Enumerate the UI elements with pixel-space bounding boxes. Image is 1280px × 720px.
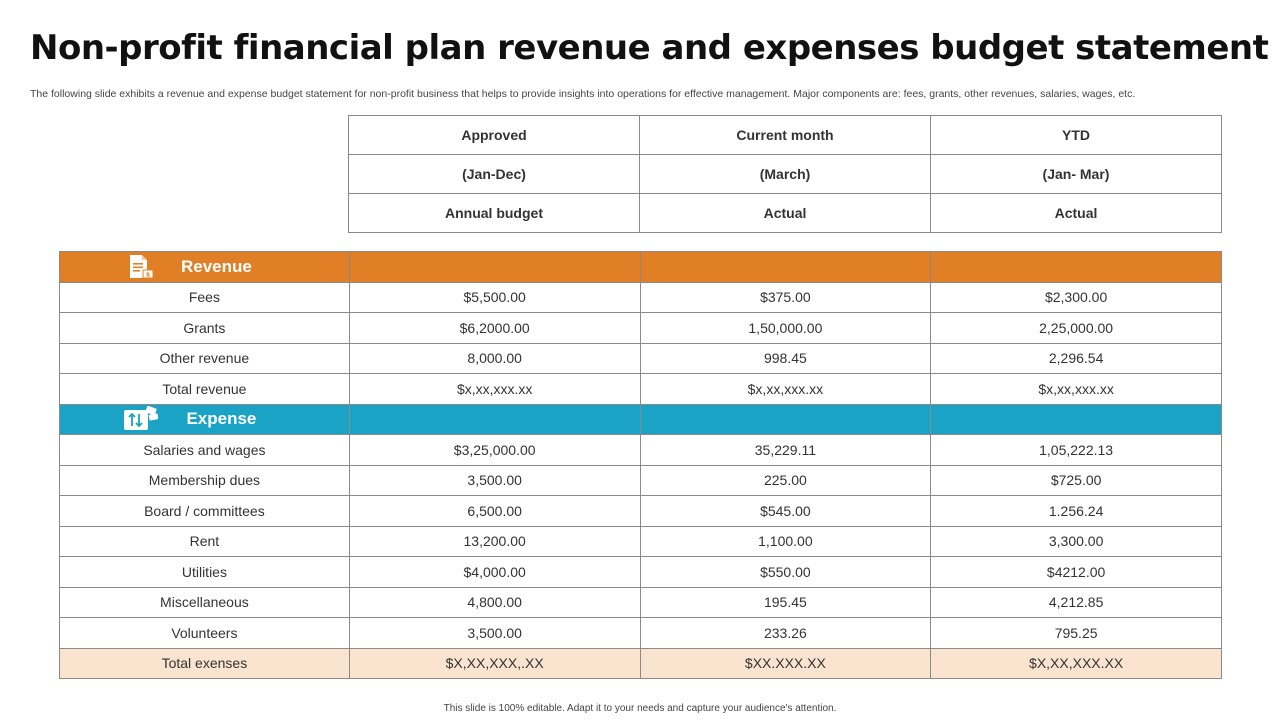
table-row (60, 557, 1222, 588)
table-row (60, 435, 1222, 466)
header-row (349, 155, 1222, 194)
table-row (60, 374, 1222, 405)
row-label: Miscellaneous (60, 587, 350, 618)
table-row (60, 496, 1222, 527)
cell-current-month: $375.00 (640, 282, 931, 313)
table-row (60, 618, 1222, 649)
table-row (60, 465, 1222, 496)
row-label: Board / committees (60, 496, 350, 527)
table-row (60, 587, 1222, 618)
row-label: Grants (60, 313, 350, 344)
header-cell-ytd: YTD (931, 116, 1222, 155)
cell-annual-budget: $5,500.00 (349, 282, 640, 313)
cell-current-month: 225.00 (640, 465, 931, 496)
cell-current-month: 195.45 (640, 587, 931, 618)
revenue-section-header (60, 252, 1222, 283)
cell-annual-budget: $4,000.00 (349, 557, 640, 588)
cell-current-month: $x,xx,xxx.xx (640, 374, 931, 405)
cell-annual-budget: 3,500.00 (349, 465, 640, 496)
cell-ytd: $2,300.00 (931, 282, 1222, 313)
money-transfer-icon (122, 406, 160, 432)
row-label: Salaries and wages (60, 435, 350, 466)
header-cell-period: (Jan-Dec) (349, 155, 640, 194)
row-label: Utilities (60, 557, 350, 588)
cell-ytd: 2,296.54 (931, 343, 1222, 374)
table-row (60, 282, 1222, 313)
cell-annual-budget: 8,000.00 (349, 343, 640, 374)
row-label: Total exenses (60, 648, 350, 679)
table-row (60, 313, 1222, 344)
cell-current-month: $550.00 (640, 557, 931, 588)
cell-current-month: $545.00 (640, 496, 931, 527)
budget-table (59, 251, 1222, 679)
cell-annual-budget: 4,800.00 (349, 587, 640, 618)
column-header-table (348, 115, 1222, 233)
cell-ytd: 3,300.00 (931, 526, 1222, 557)
header-cell-type: Actual (640, 194, 931, 233)
cell-ytd: $725.00 (931, 465, 1222, 496)
expense-section-header (60, 404, 1222, 435)
header-row (349, 116, 1222, 155)
row-label: Rent (60, 526, 350, 557)
cell-annual-budget: $3,25,000.00 (349, 435, 640, 466)
footer-note: This slide is 100% editable. Adapt it to your needs and capture your audience's attention. (443, 703, 837, 714)
row-label: Other revenue (60, 343, 350, 374)
cell-annual-budget: 6,500.00 (349, 496, 640, 527)
cell-ytd: 795.25 (931, 618, 1222, 649)
cell-ytd: 2,25,000.00 (931, 313, 1222, 344)
cell-ytd: $4212.00 (931, 557, 1222, 588)
cell-current-month: 1,100.00 (640, 526, 931, 557)
cell-annual-budget: 3,500.00 (349, 618, 640, 649)
cell-ytd: 1,05,222.13 (931, 435, 1222, 466)
header-row (349, 194, 1222, 233)
cell-current-month: 35,229.11 (640, 435, 931, 466)
header-cell-current-month: Current month (640, 116, 931, 155)
header-cell-type: Actual (931, 194, 1222, 233)
expense-section-label: Expense (186, 409, 257, 429)
cell-annual-budget: $X,XX,XXX,.XX (349, 648, 640, 679)
cell-ytd: $x,xx,xxx.xx (931, 374, 1222, 405)
cell-annual-budget: $x,xx,xxx.xx (349, 374, 640, 405)
document-icon (127, 254, 155, 280)
cell-annual-budget: 13,200.00 (349, 526, 640, 557)
header-cell-period: (March) (640, 155, 931, 194)
row-label: Total revenue (60, 374, 350, 405)
total-expenses-row (60, 648, 1222, 679)
svg-text:$: $ (145, 271, 151, 279)
page-subtitle: The following slide exhibits a revenue and expense budget statement for non-profit business that helps to provide insights into operations for effective management. Major components are: fees, grants, other revenues, salaries, wages, etc. (30, 88, 1136, 100)
row-label: Membership dues (60, 465, 350, 496)
cell-current-month: 233.26 (640, 618, 931, 649)
table-row (60, 343, 1222, 374)
header-cell-approved: Approved (349, 116, 640, 155)
cell-current-month: $XX.XXX.XX (640, 648, 931, 679)
revenue-section-label: Revenue (180, 256, 252, 276)
cell-current-month: 1,50,000.00 (640, 313, 931, 344)
page-title: Non-profit financial plan revenue and expenses budget statement (30, 28, 1269, 68)
row-label: Fees (60, 282, 350, 313)
cell-ytd: $X,XX,XXX.XX (931, 648, 1222, 679)
cell-ytd: 1.256.24 (931, 496, 1222, 527)
cell-ytd: 4,212.85 (931, 587, 1222, 618)
row-label: Volunteers (60, 618, 350, 649)
cell-current-month: 998.45 (640, 343, 931, 374)
table-row (60, 526, 1222, 557)
header-cell-period: (Jan- Mar) (931, 155, 1222, 194)
cell-annual-budget: $6,2000.00 (349, 313, 640, 344)
header-cell-type: Annual budget (349, 194, 640, 233)
